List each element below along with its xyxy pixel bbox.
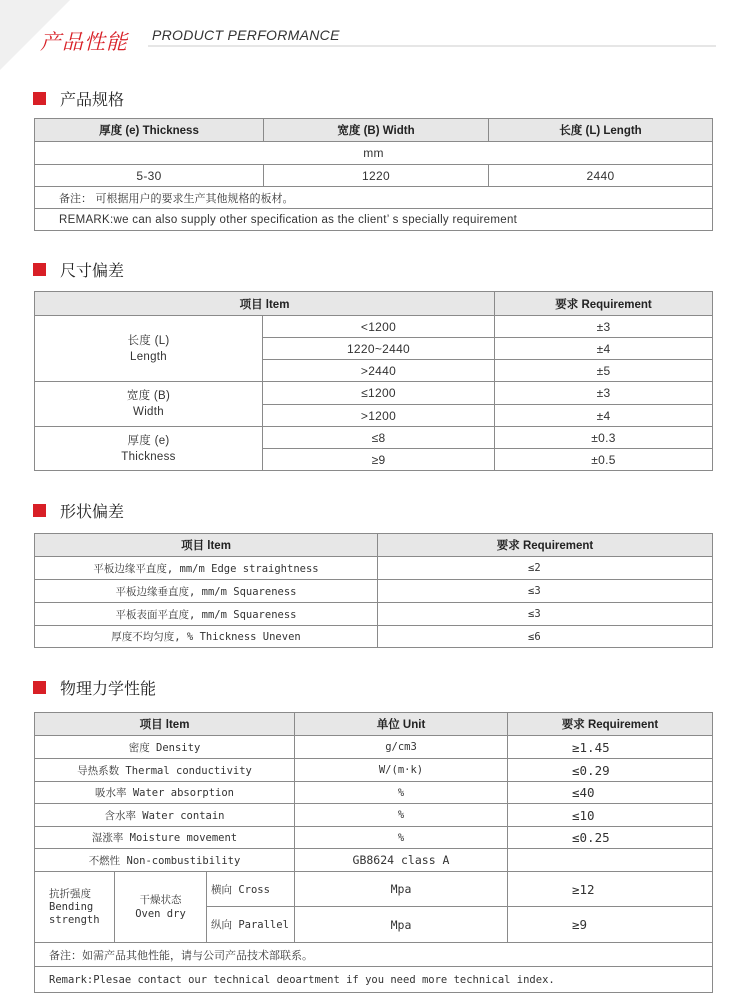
tolerance-header-requirement: 要求 Requirement: [495, 292, 713, 316]
specs-table: [34, 118, 713, 231]
bending-direction: 纵向 Parallel: [207, 907, 295, 943]
bending-direction: 横向 Cross: [207, 872, 295, 907]
red-square-icon: [33, 92, 46, 105]
tolerance-requirement: ±0.3: [495, 427, 713, 449]
physical-row-requirement: ≤0.25: [508, 827, 713, 849]
physical-table: [34, 712, 713, 993]
physical-header-requirement: 要求 Requirement: [508, 713, 713, 736]
specs-header-width: 宽度 (B) Width: [264, 119, 489, 142]
shape-row-item: 平板边缘平直度, mm/m Edge straightness: [35, 557, 378, 580]
physical-row-item: 含水率 Water contain: [35, 804, 295, 827]
physical-note-cn: 备注：如需产品其他性能，请与公司产品技术部联系。: [35, 943, 713, 967]
shape-header-item: 项目 ltem: [35, 534, 378, 557]
tolerance-requirement: ±0.5: [495, 449, 713, 471]
tolerance-spec: 1220~2440: [263, 338, 495, 360]
shape-row-requirement: ≤2: [378, 557, 713, 580]
shape-row-requirement: ≤6: [378, 626, 713, 648]
physical-row-item: 密度 Density: [35, 736, 295, 759]
tolerance-spec: ≤8: [263, 427, 495, 449]
physical-note-en: Remark:Plesae contact our technical deoartment if you need more technical index.: [35, 967, 713, 993]
shape-row-requirement: ≤3: [378, 580, 713, 603]
bending-requirement: ≥12: [508, 872, 713, 907]
tolerance-requirement: ±4: [495, 338, 713, 360]
header-divider: [148, 45, 716, 47]
physical-row-unit: %: [295, 804, 508, 827]
specs-value-length: 2440: [489, 165, 713, 187]
specs-header-thickness: 厚度 (e) Thickness: [35, 119, 264, 142]
physical-row-requirement: ≥1.45: [508, 736, 713, 759]
bending-unit: Mpa: [295, 872, 508, 907]
tolerance-requirement: ±5: [495, 360, 713, 382]
specs-note-en: REMARK:we can also supply other specification as the client’ s specially requirement: [35, 209, 713, 231]
tolerance-requirement: ±4: [495, 405, 713, 427]
section-specs-title: 产品规格: [33, 88, 124, 108]
page-title-cn: 产品性能: [40, 30, 128, 54]
tolerance-spec: <1200: [263, 316, 495, 338]
shape-header-requirement: 要求 Requirement: [378, 534, 713, 557]
specs-header-length: 长度 (L) Length: [489, 119, 713, 142]
bending-unit: Mpa: [295, 907, 508, 943]
bending-requirement: ≥9: [508, 907, 713, 943]
bending-state: 干燥状态 Oven dry: [115, 872, 207, 943]
shape-table: [34, 533, 713, 648]
tolerance-table: [34, 291, 713, 471]
tolerance-spec: >2440: [263, 360, 495, 382]
physical-row-unit: W/(m·k): [295, 759, 508, 782]
physical-header-unit: 单位 Unit: [295, 713, 508, 736]
physical-row-unit: %: [295, 827, 508, 849]
physical-row-unit: g/cm3: [295, 736, 508, 759]
tolerance-requirement: ±3: [495, 382, 713, 405]
section-physical-title: 物理力学性能: [33, 677, 156, 697]
physical-row-requirement: ≤40: [508, 782, 713, 804]
specs-unit: mm: [35, 142, 713, 165]
physical-row-unit: GB8624 class A: [295, 849, 508, 872]
tolerance-group-thickness: 厚度 (e) Thickness: [35, 427, 263, 471]
physical-header-item: 项目 ltem: [35, 713, 295, 736]
shape-row-requirement: ≤3: [378, 603, 713, 626]
physical-row-item: 湿涨率 Moisture movement: [35, 827, 295, 849]
tolerance-group-width: 宽度 (B) Width: [35, 382, 263, 427]
tolerance-spec: >1200: [263, 405, 495, 427]
page-title-en: PRODUCT PERFORMANCE: [152, 27, 340, 43]
physical-row-unit: %: [295, 782, 508, 804]
physical-row-item: 导热系数 Thermal conductivity: [35, 759, 295, 782]
red-square-icon: [33, 681, 46, 694]
specs-value-thickness: 5-30: [35, 165, 264, 187]
tolerance-header-item: 项目 ltem: [35, 292, 495, 316]
shape-row-item: 厚度不均匀度, % Thickness Uneven: [35, 626, 378, 648]
specs-value-width: 1220: [264, 165, 489, 187]
red-square-icon: [33, 504, 46, 517]
specs-note-cn: 备注： 可根据用户的要求生产其他规格的板材。: [35, 187, 713, 209]
tolerance-spec: ≤1200: [263, 382, 495, 405]
physical-row-requirement: ≤10: [508, 804, 713, 827]
physical-row-requirement: ≤0.29: [508, 759, 713, 782]
tolerance-spec: ≥9: [263, 449, 495, 471]
section-shape-title: 形状偏差: [33, 500, 124, 520]
physical-row-item: 吸水率 Water absorption: [35, 782, 295, 804]
shape-row-item: 平板边缘垂直度, mm/m Squareness: [35, 580, 378, 603]
section-tolerance-title: 尺寸偏差: [33, 259, 124, 279]
red-square-icon: [33, 263, 46, 276]
shape-row-item: 平板表面平直度, mm/m Squareness: [35, 603, 378, 626]
physical-row-requirement: [508, 849, 713, 872]
tolerance-group-length: 长度 (L) Length: [35, 316, 263, 382]
bending-label: 抗折强度 Bending strength: [35, 872, 115, 943]
physical-row-item: 不燃性 Non-combustibility: [35, 849, 295, 872]
tolerance-requirement: ±3: [495, 316, 713, 338]
